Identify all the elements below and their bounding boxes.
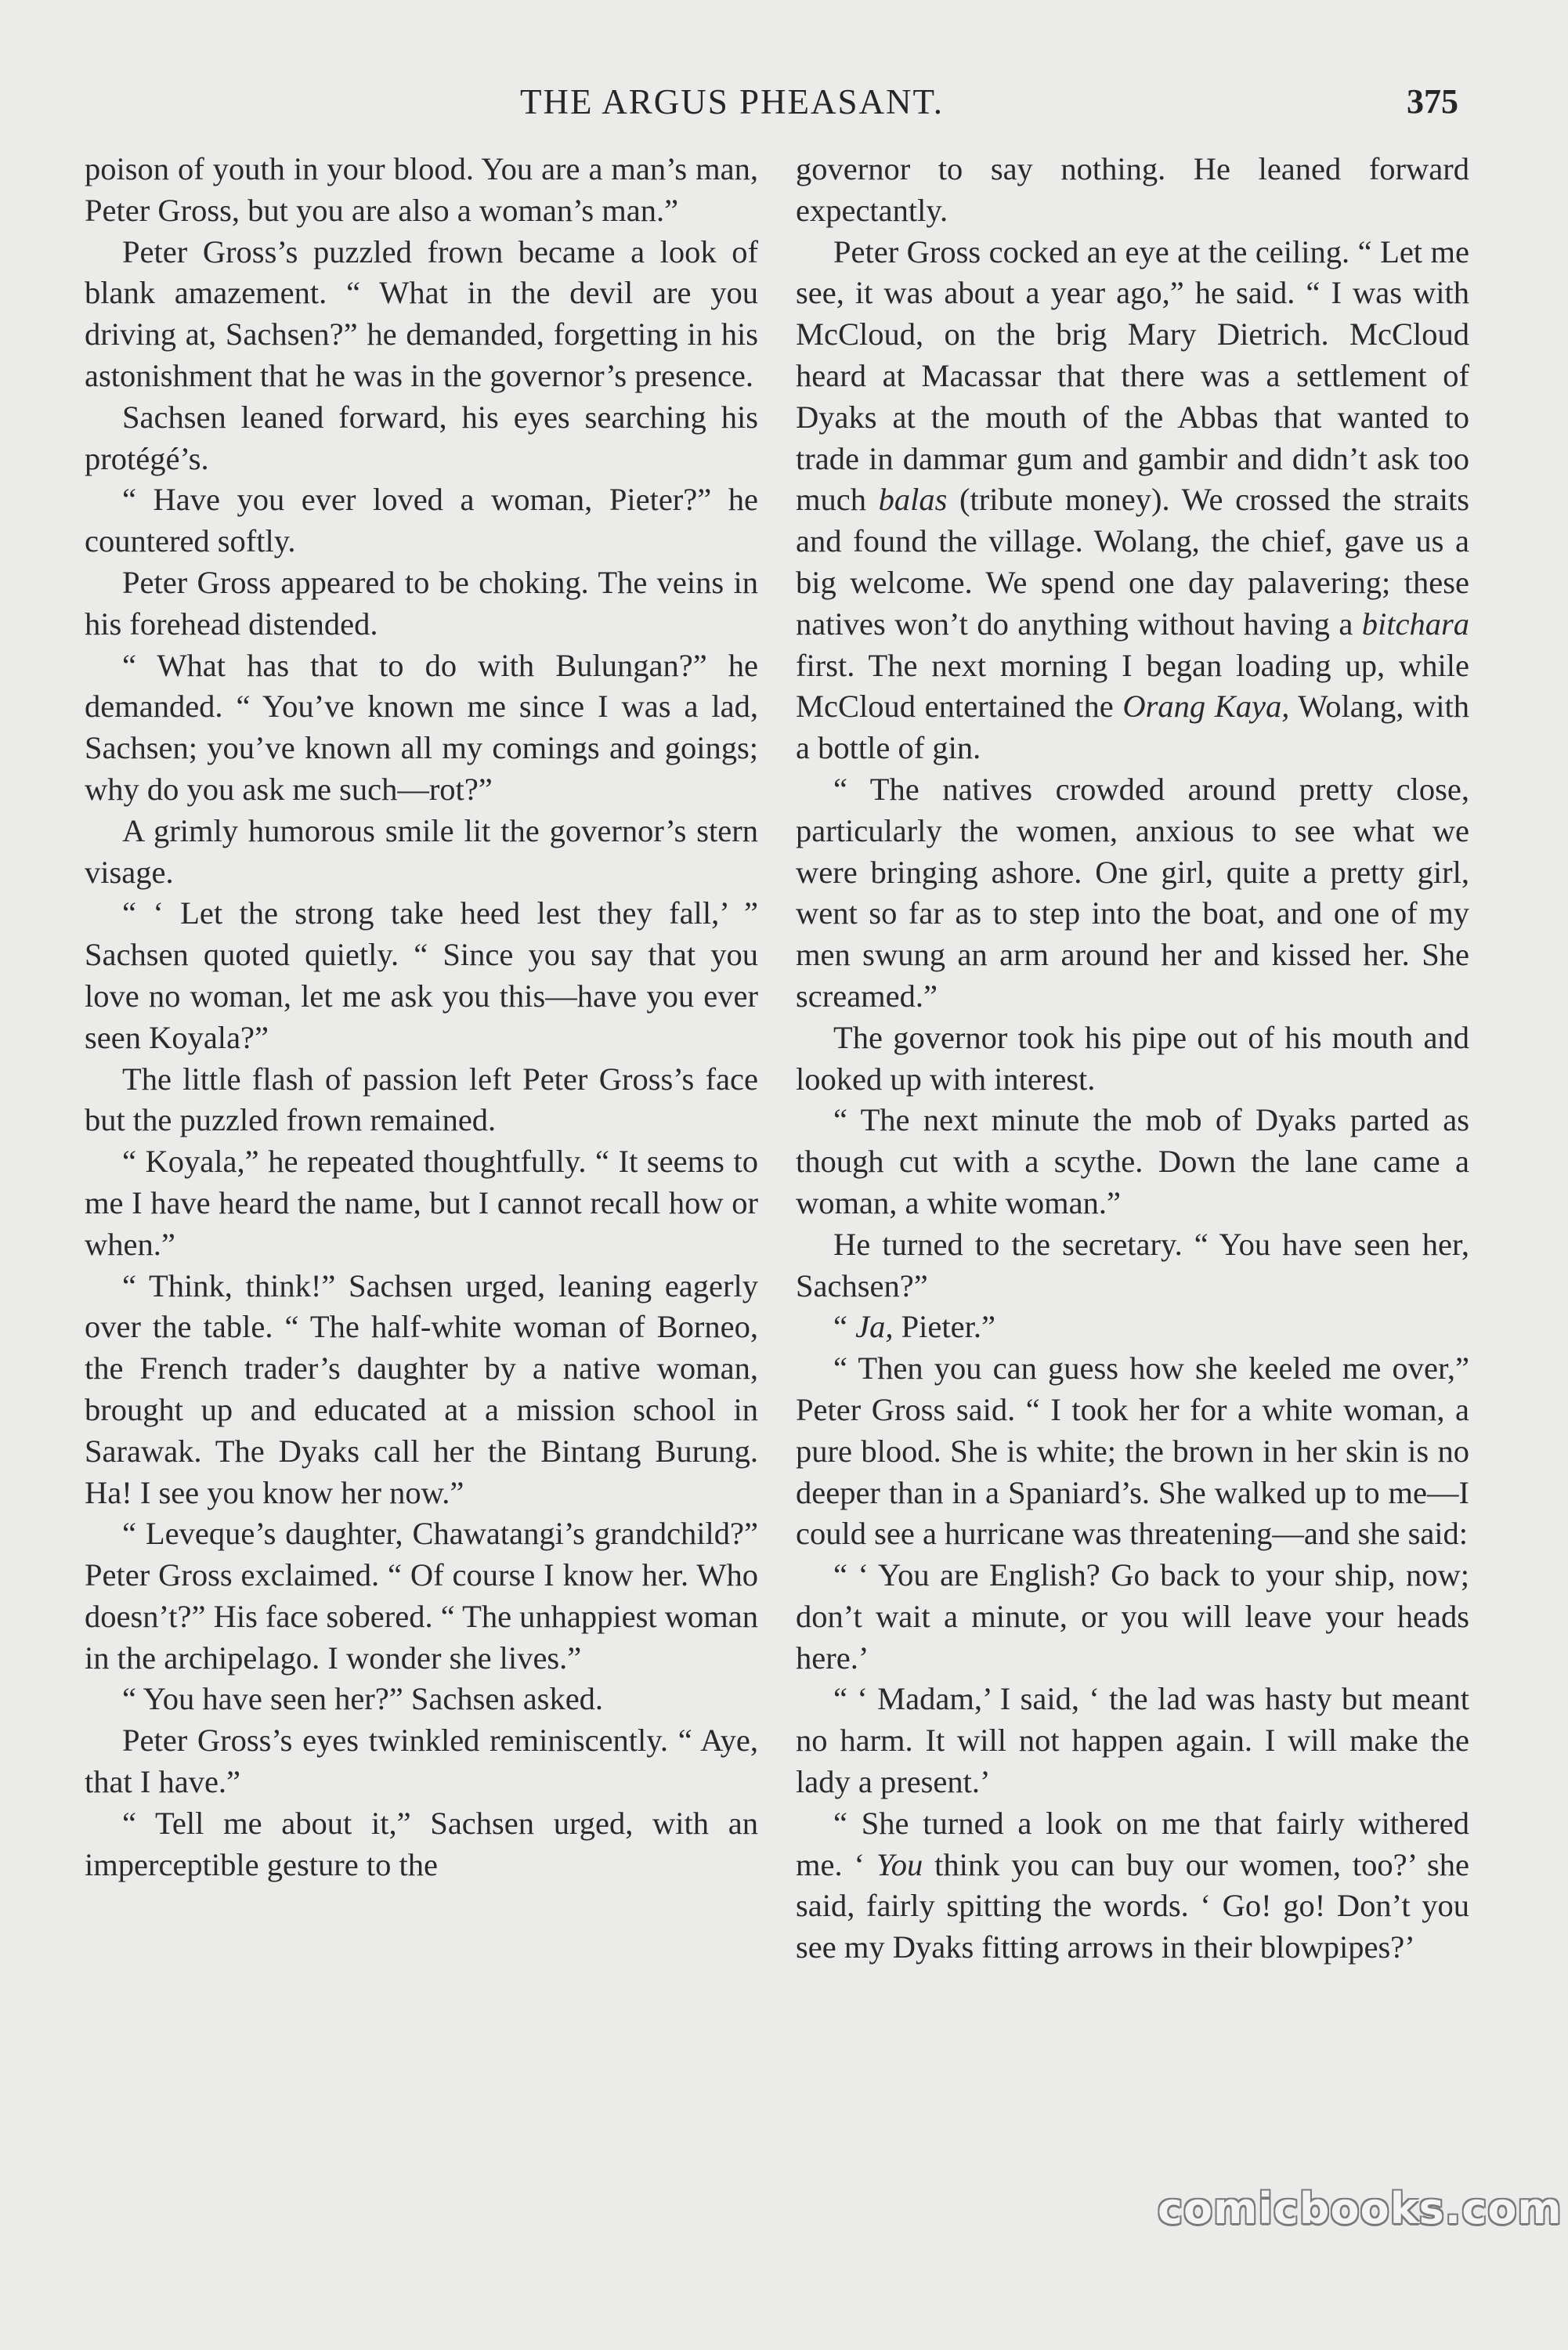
paragraph: “ Leveque’s daughter, Chawatangi’s grandchild?” Peter Gross exclaimed. “ Of course I know her. Who doesn’t?” His face sobered. “ The unhappiest woman in the archipelago. I wonder she lives.”	[85, 1516, 758, 1676]
text-run: “ ‘ You are English? Go back to your ship, now; don’t wait a minute, or you will leave your heads here.’	[796, 1557, 1469, 1676]
italic-text: balas	[878, 482, 948, 518]
italic-text: Ja,	[855, 1309, 894, 1345]
paragraph	[796, 1803, 1469, 1969]
text-run: He turned to the secretary. “ You have seen her, Sachsen?”	[796, 1226, 1469, 1303]
paragraph: The little flash of passion left Peter Gross’s face but the puzzled frown remained.	[85, 1061, 758, 1138]
paragraph	[796, 1224, 1469, 1307]
paragraph	[796, 1348, 1469, 1555]
text-run: “ She turned a look on me that fairly withered me. ‘	[796, 1805, 1469, 1882]
text-run: “ The natives crowded around pretty close, particularly the women, anxious to see what we were bringing ashore. One girl, quite a pretty girl, went so far as to step into the boat, and one of my men swung an arm around her and kissed her. She screamed.”	[796, 771, 1469, 1014]
text-run: The governor took his pipe out of his mouth and looked up with interest.	[796, 1019, 1469, 1097]
paragraph: Peter Gross’s puzzled frown became a look of blank amazement. “ What in the devil are you driving at, Sachsen?” he demanded, forgetting in his astonishment that he was in the governor’s presence.	[85, 233, 758, 393]
watermark-text: comicbooks.com	[1158, 2184, 1563, 2233]
text-run: first. The next morning I began loading up, while McCloud entertained the	[796, 647, 1469, 725]
running-head	[0, 81, 1568, 128]
text-run: “ Then you can guess how she keeled me over,” Peter Gross said. “ I took her for a white woman, a pure blood. She is white; the brown in her skin is no deeper than in a Spaniard’s. She walked up to me—I could see a hurricane was threatening—and she said:	[796, 1350, 1469, 1552]
page-number: 375	[1407, 82, 1458, 121]
italic-text: Orang Kaya,	[1122, 689, 1290, 725]
paragraph: “ Think, think!” Sachsen urged, leaning eagerly over the table. “ The half-white woman of Borneo, the French trader’s daughter by a native woman, brought up and educated at a mission school in Sarawak. The Dyaks call her the Bintang Burung. Ha! I see you know her now.”	[85, 1267, 758, 1510]
text-run: governor to say nothing. He leaned forward expectantly.	[796, 151, 1469, 228]
text-run: Wolang, with a bottle of gin.	[796, 689, 1470, 766]
italic-text: bitchara	[1361, 606, 1469, 642]
paragraph	[796, 769, 1469, 1018]
running-title: THE ARGUS PHEASANT.	[520, 82, 944, 121]
paragraph: “ What has that to do with Bulungan?” he demanded. “ You’ve known me since I was a lad, Sachsen; you’ve known all my comings and goings; why do you ask me such—rot?”	[85, 647, 758, 807]
text-run: Pieter.”	[893, 1309, 995, 1345]
text-run: “ The next minute the mob of Dyaks parted as though cut with a scythe. Down the lane came a woman, a white woman.”	[796, 1102, 1469, 1220]
left-text-column	[85, 149, 758, 1885]
paragraph	[796, 1100, 1469, 1224]
paragraph: Peter Gross’s eyes twinkled reminiscently. “ Aye, that I have.”	[85, 1723, 758, 1800]
italic-text: You	[876, 1846, 923, 1882]
right-text-column	[796, 149, 1469, 1969]
paragraph: “ ‘ Let the strong take heed lest they fall,’ ” Sachsen quoted quietly. “ Since you say that you love no woman, let me ask you this—have you ever seen Koyala?”	[85, 895, 758, 1055]
paragraph	[796, 1307, 1469, 1348]
paragraph	[796, 1679, 1469, 1802]
text-run: think you can buy our women, too?’ she said, fairly spitting the words. ‘ Go! go! Don’t you see my Dyaks fitting arrows in their blowpipes?’	[796, 1846, 1469, 1965]
paragraph: “ Koyala,” he repeated thoughtfully. “ It seems to me I have heard the name, but I cannot recall how or when.”	[85, 1144, 758, 1262]
paragraph	[796, 232, 1469, 769]
text-run: Peter Gross cocked an eye at the ceiling. “ Let me see, it was about a year ago,” he said. “ I was with McCloud, on the brig Mary Dietrich. McCloud heard at Macassar that there was a settlement of Dyaks at the mouth of the Abbas that wanted to trade in dammar gum and gambir and didn’t ask too much	[796, 233, 1469, 518]
paragraph: Peter Gross appeared to be choking. The veins in his forehead distended.	[85, 564, 758, 642]
paragraph	[796, 1018, 1469, 1101]
text-run: “ ‘ Madam,’ I said, ‘ the lad was hasty but meant no harm. It will not happen again. I will make the lady a present.’	[796, 1681, 1469, 1800]
paragraph: “ Have you ever loved a woman, Pieter?” he countered softly.	[85, 482, 758, 559]
paragraph: “ Tell me about it,” Sachsen urged, with an imperceptible gesture to the	[85, 1805, 758, 1882]
paragraph: Sachsen leaned forward, his eyes searching his protégé’s.	[85, 399, 758, 476]
paragraph	[796, 149, 1469, 232]
paragraph	[796, 1555, 1469, 1679]
paragraph: A grimly humorous smile lit the governor’s stern visage.	[85, 812, 758, 890]
text-run: “	[833, 1309, 856, 1345]
paragraph: poison of youth in your blood. You are a man’s man, Peter Gross, but you are also a woman’s man.”	[85, 151, 758, 228]
text-run: (tribute money). We crossed the straits and found the village. Wolang, the chief, gave us a big welcome. We spend one day palavering; these natives won’t do anything without having a	[796, 482, 1469, 642]
paragraph: “ You have seen her?” Sachsen asked.	[122, 1681, 604, 1717]
